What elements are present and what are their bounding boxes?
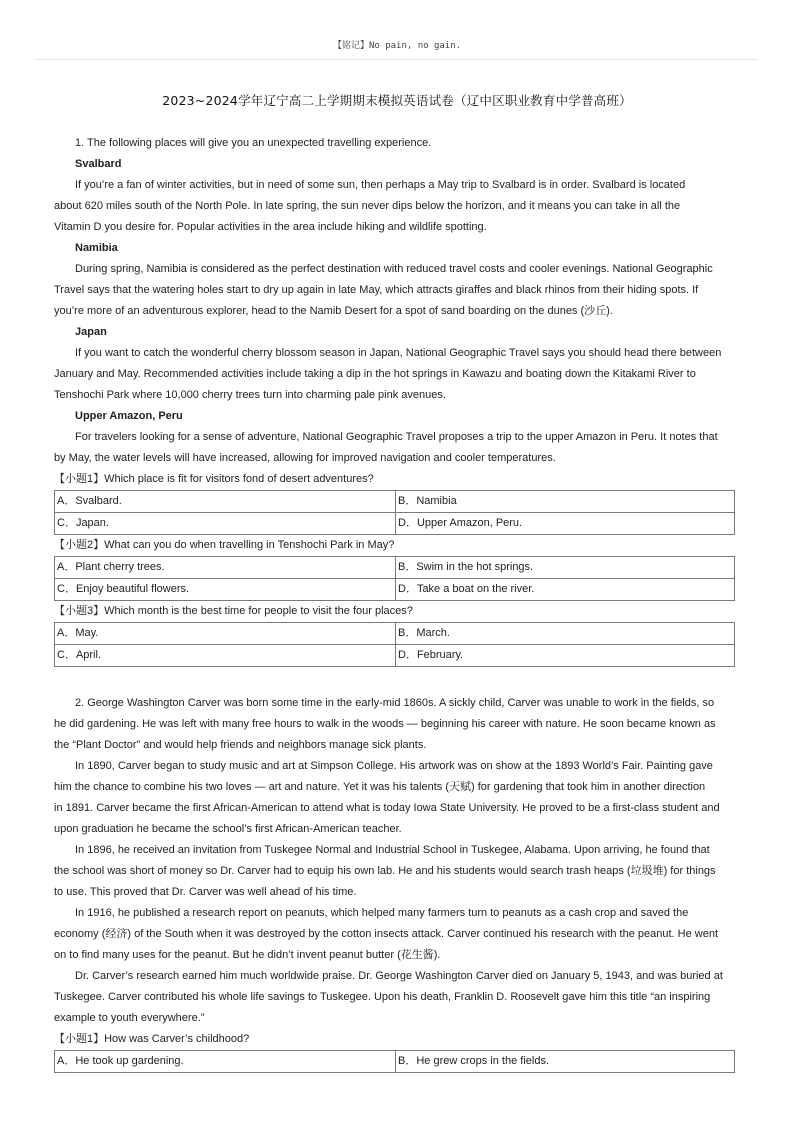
passage-line: example to youth everywhere.” xyxy=(54,1012,205,1024)
options-row xyxy=(55,623,735,645)
option-d[interactable]: D．Take a boat on the river. xyxy=(396,579,735,601)
passage-line: on to find many uses for the peanut. But he didn’t invent peanut butter (花生酱). xyxy=(54,949,441,961)
passage-line: the “Plant Doctor” and would help friends and neighbors manage sick plants. xyxy=(54,739,427,751)
passage-line: Vitamin D you desire for. Popular activities in the area include hiking and wildlife spotting. xyxy=(54,221,487,233)
options-table xyxy=(54,1050,735,1073)
section-heading: Upper Amazon, Peru xyxy=(75,410,183,422)
passage-line: If you’re a fan of winter activities, but in need of some sun, then perhaps a May trip to Svalbard is in order. Svalbard is located xyxy=(75,179,686,191)
option-a[interactable]: A．Svalbard. xyxy=(55,491,396,513)
option-c[interactable]: C．Japan. xyxy=(55,513,396,535)
section-heading: Namibia xyxy=(75,242,118,254)
passage-line: Dr. Carver’s research earned him much worldwide praise. Dr. George Washington Carver died on January 5, 1943, and was buried at xyxy=(75,970,723,982)
subquestion-stem: 【小题1】How was Carver’s childhood? xyxy=(54,1033,250,1045)
passage-line: In 1916, he published a research report on peanuts, which helped many farmers turn to peanuts as a cash crop and saved the xyxy=(75,907,689,919)
options-table xyxy=(54,490,735,535)
passage-line: Tuskegee. Carver contributed his whole life savings to Tuskegee. Upon his death, Franklin D. Roosevelt gave him this title “an inspiring xyxy=(54,991,711,1003)
option-d[interactable]: D．February. xyxy=(396,645,735,667)
passage-line: For travelers looking for a sense of adventure, National Geographic Travel proposes a trip to the upper Amazon in Peru. It notes that xyxy=(75,431,718,443)
subquestion-stem: 【小题3】Which month is the best time for people to visit the four places? xyxy=(54,605,413,617)
passage-line: him the chance to combine his two loves — art and nature. Yet it was his talents (天赋) for gardening that took him in another direction xyxy=(54,781,706,793)
question-intro: 1. The following places will give you an unexpected travelling experience. xyxy=(75,137,432,149)
option-a[interactable]: A．Plant cherry trees. xyxy=(55,557,396,579)
options-row xyxy=(55,513,735,535)
passage-line: about 620 miles south of the North Pole. In late spring, the sun never dips below the horizon, and it means you can take in all the xyxy=(54,200,681,212)
options-table xyxy=(54,556,735,601)
option-b[interactable]: B．Namibia xyxy=(396,491,735,513)
passage-line: to use. This proved that Dr. Carver was well ahead of his time. xyxy=(54,886,357,898)
passage-line: January and May. Recommended activities include taking a dip in the hot springs in Kawazu and boating down the Kitakami River to xyxy=(54,368,696,380)
options-table xyxy=(54,622,735,667)
option-a[interactable]: A．He took up gardening. xyxy=(55,1051,396,1073)
option-b[interactable]: B．Swim in the hot springs. xyxy=(396,557,735,579)
passage-line: In 1890, Carver began to study music and art at Simpson College. His artwork was on show at the 1893 World’s Fair. Painting gave xyxy=(75,760,713,772)
question-1 xyxy=(54,133,735,667)
passage-line: economy (经济) of the South when it was destroyed by the cotton insects attack. Carver continued his research with the peanut. He went xyxy=(54,928,719,940)
options-row xyxy=(55,579,735,601)
subquestion-stem: 【小题2】What can you do when travelling in Tenshochi Park in May? xyxy=(54,539,395,551)
option-a[interactable]: A．May. xyxy=(55,623,396,645)
passage-line: the school was short of money so Dr. Carver had to equip his own lab. He and his students would search trash heaps (垃圾堆) for things xyxy=(54,865,716,877)
passage-line: you’re more of an adventurous explorer, head to the Namib Desert for a spot of sand boarding on the dunes (沙丘). xyxy=(54,305,613,317)
passage-line: by May, the water levels will have increased, allowing for improved navigation and cooler temperatures. xyxy=(54,452,556,464)
subquestion-stem: 【小题1】Which place is fit for visitors fond of desert adventures? xyxy=(54,473,374,485)
options-row xyxy=(55,491,735,513)
option-c[interactable]: C．April. xyxy=(55,645,396,667)
passage-line: During spring, Namibia is considered as the perfect destination with reduced travel costs and cooler evenings. National Geographic xyxy=(75,263,713,275)
option-b[interactable]: B．March. xyxy=(396,623,735,645)
passage-line: If you want to catch the wonderful cherry blossom season in Japan, National Geographic Travel says you should head there between xyxy=(75,347,722,359)
exam-title: 2023~2024学年辽宁高二上学期期末模拟英语试卷（辽中区职业教育中学普高班） xyxy=(162,93,632,108)
passage-line: he did gardening. He was left with many free hours to walk in the woods — beginning his career with nature. He soon became known as xyxy=(54,718,716,730)
passage-line: In 1896, he received an invitation from Tuskegee Normal and Industrial School in Tuskegee, Alabama. Upon arriving, he found that xyxy=(75,844,710,856)
option-b[interactable]: B．He grew crops in the fields. xyxy=(396,1051,735,1073)
options-row xyxy=(55,1051,735,1073)
options-row xyxy=(55,557,735,579)
options-row xyxy=(55,645,735,667)
passage-line: Tenshochi Park where 10,000 cherry trees turn into charming pale pink avenues. xyxy=(54,389,446,401)
passage-line: Travel says that the watering holes start to dry up again in late May, which attracts giraffes and black rhinos from their hiding spots. If xyxy=(54,284,699,296)
passage-line: upon graduation he became the school’s first African-American teacher. xyxy=(54,823,402,835)
passage-line: 2. George Washington Carver was born some time in the early-mid 1860s. A sickly child, Carver was unable to work in the fields, so xyxy=(75,697,715,709)
option-d[interactable]: D．Upper Amazon, Peru. xyxy=(396,513,735,535)
passage-line: in 1891. Carver became the first African-American to attend what is today Iowa State University. He proved to be a first-class student and xyxy=(54,802,720,814)
header-note: 【铭记】No pain, no gain. xyxy=(332,41,462,51)
question-2 xyxy=(54,693,735,1073)
section-heading: Svalbard xyxy=(75,158,122,170)
header-divider xyxy=(36,59,758,60)
option-c[interactable]: C．Enjoy beautiful flowers. xyxy=(55,579,396,601)
section-heading: Japan xyxy=(75,326,107,338)
